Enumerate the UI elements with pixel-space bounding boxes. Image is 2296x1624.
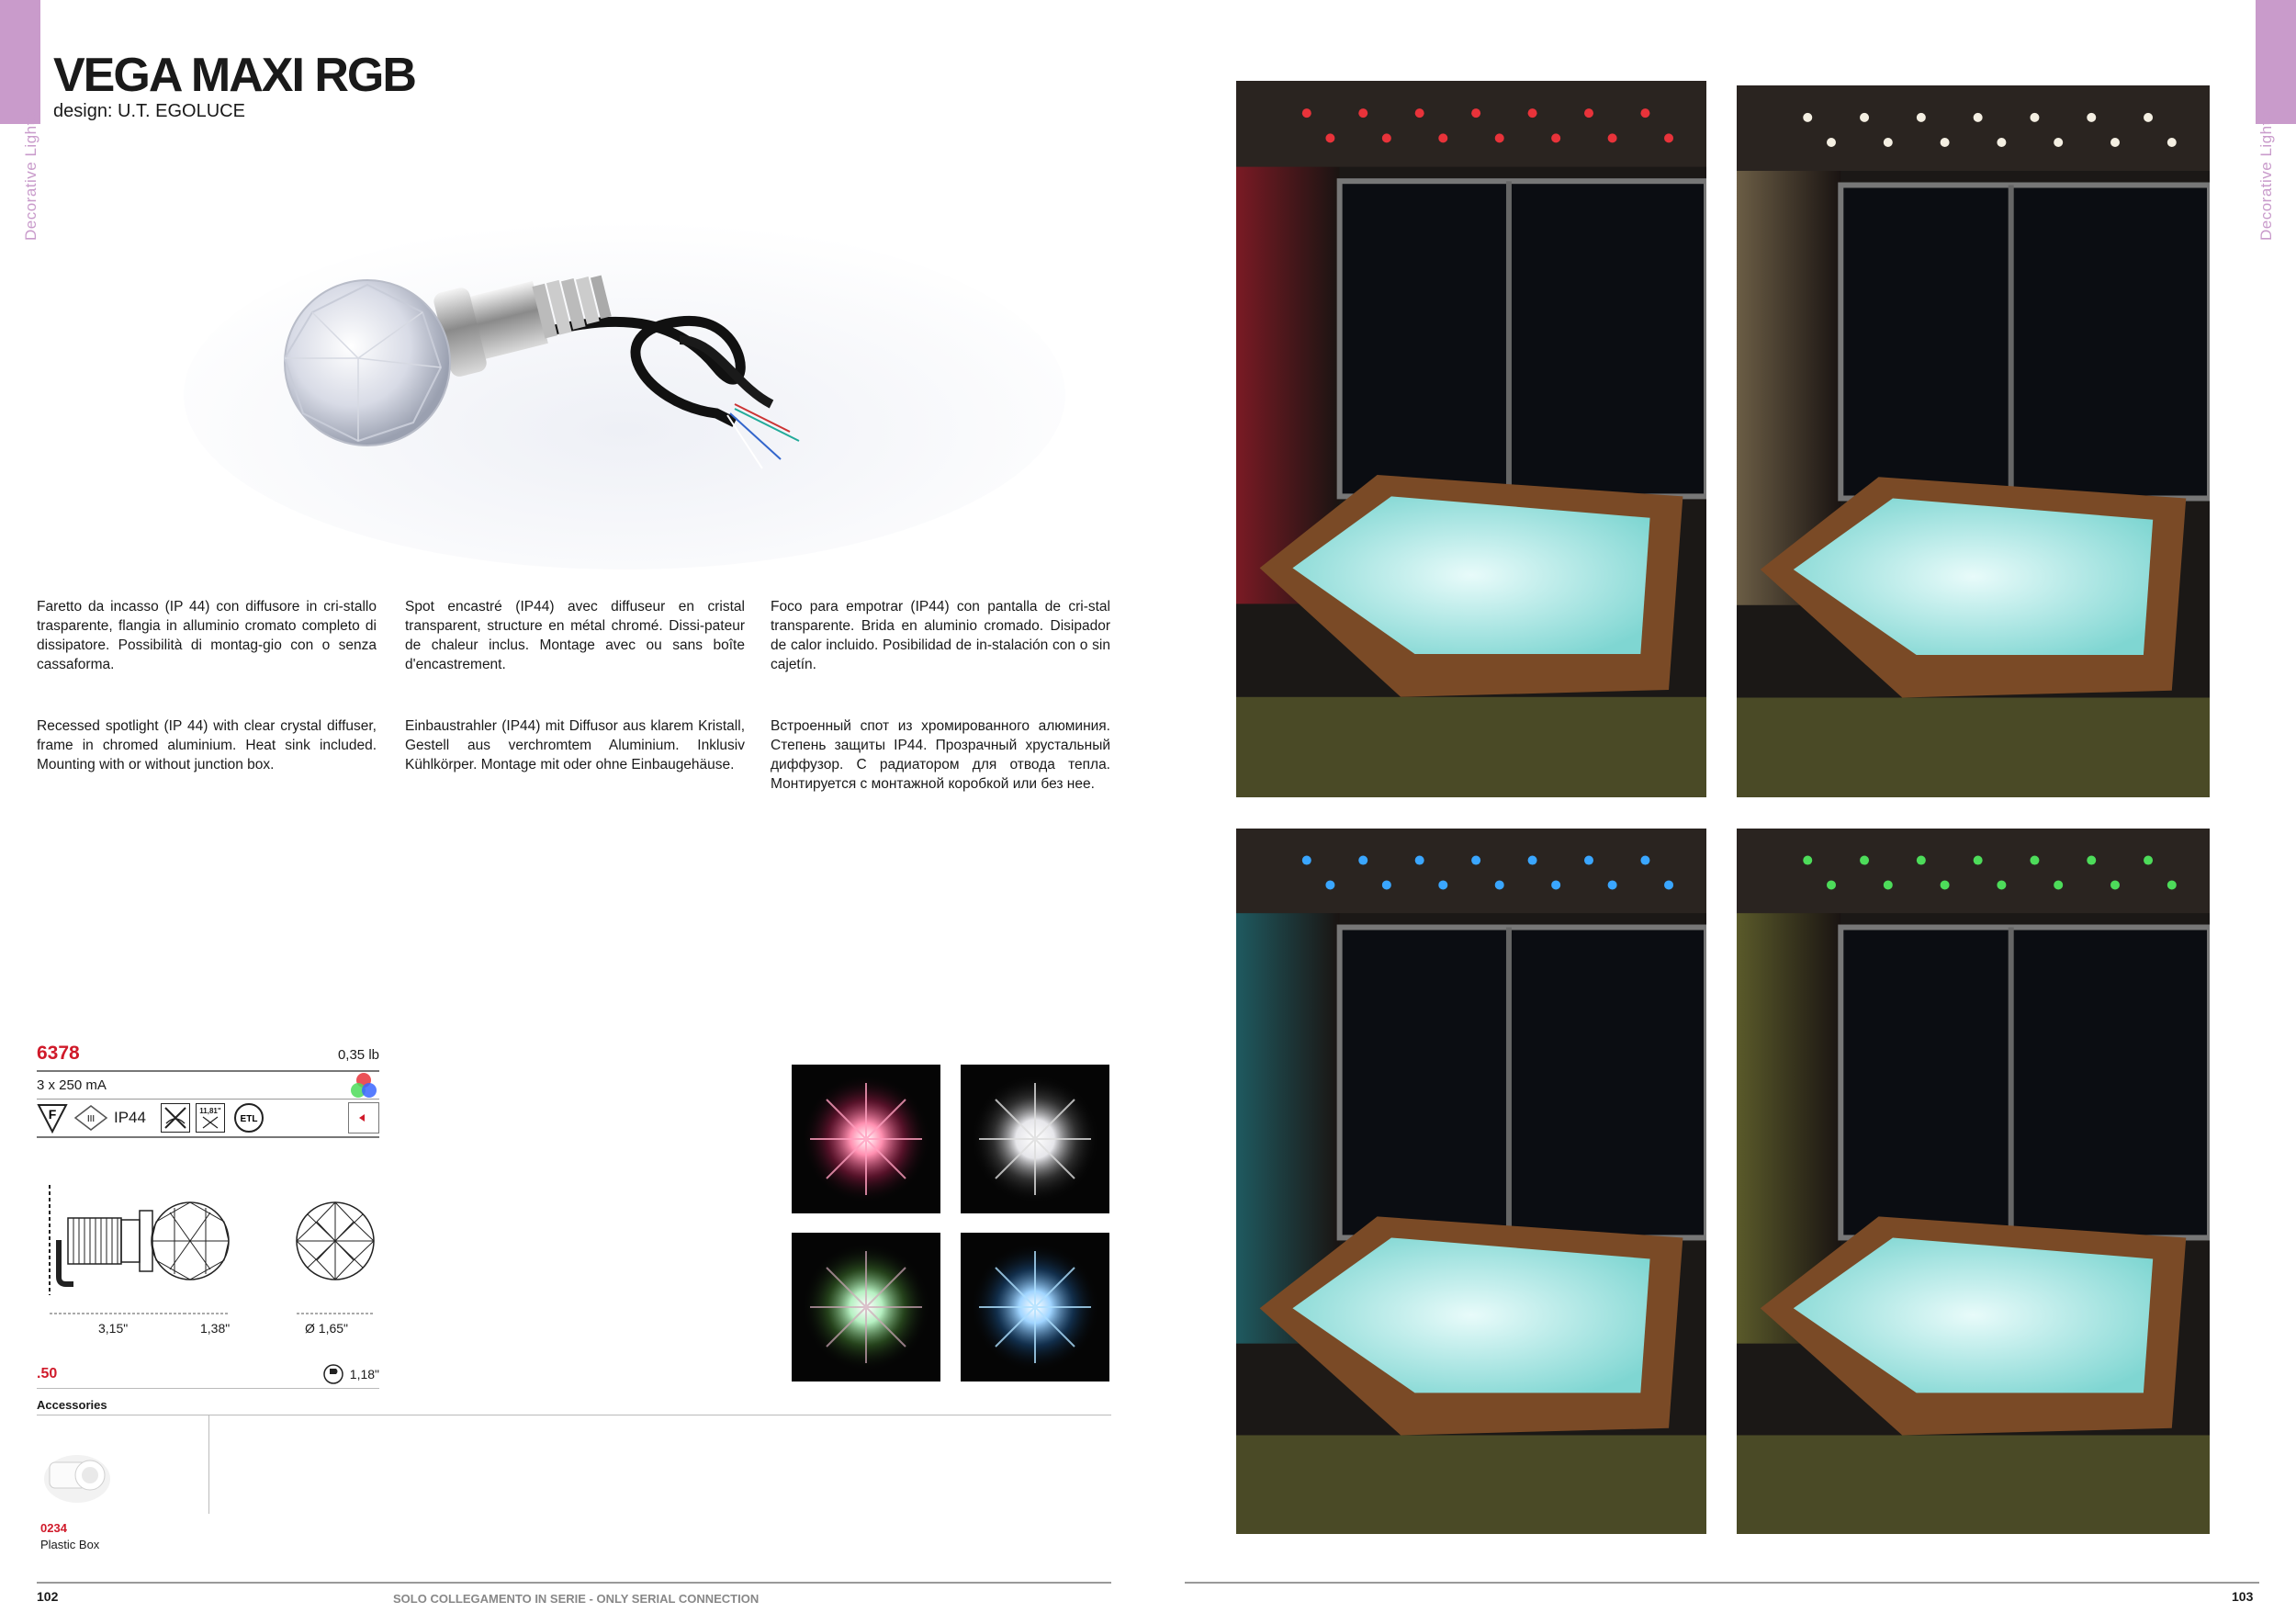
hole-icon <box>322 1363 344 1385</box>
ip-rating: IP44 <box>114 1109 146 1126</box>
accessories-title: Accessories <box>37 1398 107 1412</box>
description-russian: Встроенный спот из хромированного алюминия. Степень защиты IP44. Прозрачный хрустальный диффузор. С радиатором для отвода тепла. Монтируется с монтажной коробкой или без нее. <box>771 718 1110 792</box>
direction-icon <box>348 1102 379 1133</box>
light-effect-green <box>792 1233 940 1382</box>
light-effect-white <box>961 1065 1109 1213</box>
current-value: 3 x 250 mA <box>37 1077 107 1093</box>
section-label-right: Decorative Lights <box>2257 112 2275 241</box>
plastic-box-image <box>40 1442 114 1506</box>
hole-size <box>322 1363 379 1385</box>
footer-rule-left <box>37 1582 1111 1584</box>
description-french: Spot encastré (IP44) avec diffuseur en cristal transparent, structure en métal chromé. Dissi-pateur de chaleur inclus. Montage avec ou sans boîte d'encastrement. <box>405 599 745 672</box>
description-german: Einbaustrahler (IP44) mit Diffusor aus klarem Kristall, Gestell aus verchromtem Aluminium. Inklusiv Kühlkörper. Montage mit oder ohne Einbaugehäuse. <box>405 718 745 773</box>
spec-code-row <box>37 1043 379 1072</box>
hole-size-value: 1,18" <box>349 1366 379 1382</box>
rgb-icon <box>348 1071 379 1100</box>
dimension-head: 1,38" <box>200 1321 231 1336</box>
svg-text:F: F <box>48 1107 57 1122</box>
product-image <box>165 184 1084 570</box>
class-iii-icon <box>73 1104 108 1132</box>
dimension-diameter: Ø 1,65" <box>305 1321 348 1336</box>
spec-table <box>37 1043 379 1138</box>
footer-rule-right <box>1185 1582 2259 1584</box>
description-spanish: Foco para empotrar (IP44) con pantalla de cri-stal transparente. Brida en aluminio cromado. Disipador de calor incluido. Posibilidad de in-stalación con o sin cajetín. <box>771 599 1110 672</box>
section-label-left: Decorative Lights <box>22 112 39 241</box>
no-covering-icon <box>161 1103 190 1133</box>
footer-note: SOLO COLLEGAMENTO IN SERIE - ONLY SERIAL CONNECTION <box>393 1592 760 1606</box>
light-effect-blue <box>961 1233 1109 1382</box>
svg-text:ETL: ETL <box>240 1114 258 1124</box>
photo-blue-ambience <box>1236 829 1706 1534</box>
bottom-code: .50 <box>37 1365 58 1382</box>
dimension-length: 3,15" <box>98 1321 129 1336</box>
class-f-icon <box>37 1102 68 1133</box>
product-weight: 0,35 lb <box>337 1047 379 1063</box>
spec-current-row <box>37 1072 379 1100</box>
description-italian: Faretto da incasso (IP 44) con diffusore in cri-stallo trasparente, flangia in alluminio cromato completo di dissipatore. Possibilità di montag-gio con o senza cassaforma. <box>37 599 377 672</box>
technical-drawing <box>37 1176 379 1332</box>
product-title: VEGA MAXI RGB <box>53 49 415 102</box>
photo-green-ambience <box>1737 829 2210 1534</box>
spec-bottom-row <box>37 1359 379 1389</box>
description-english: Recessed spotlight (IP 44) with clear crystal diffuser, frame in chromed aluminium. Heat sink included. Mounting with or without junction box. <box>37 718 377 773</box>
designer-credit: design: U.T. EGOLUCE <box>53 101 245 121</box>
light-effect-red <box>792 1065 940 1213</box>
accessory-name: Plastic Box <box>40 1538 100 1551</box>
certification-icons-row <box>37 1100 379 1138</box>
product-code: 6378 <box>37 1043 80 1064</box>
etl-icon <box>231 1102 267 1133</box>
page-number-right: 103 <box>2232 1589 2254 1604</box>
accessories-vertical-divider <box>208 1415 209 1514</box>
svg-text:III: III <box>86 1114 96 1124</box>
photo-red-ambience <box>1236 81 1706 797</box>
accessory-code: 0234 <box>40 1521 67 1535</box>
page-number-left: 102 <box>37 1589 59 1604</box>
temperature-distance-icon <box>196 1103 225 1133</box>
photo-white-ambience <box>1737 85 2210 797</box>
temperature-label: 11,81" <box>199 1106 221 1115</box>
